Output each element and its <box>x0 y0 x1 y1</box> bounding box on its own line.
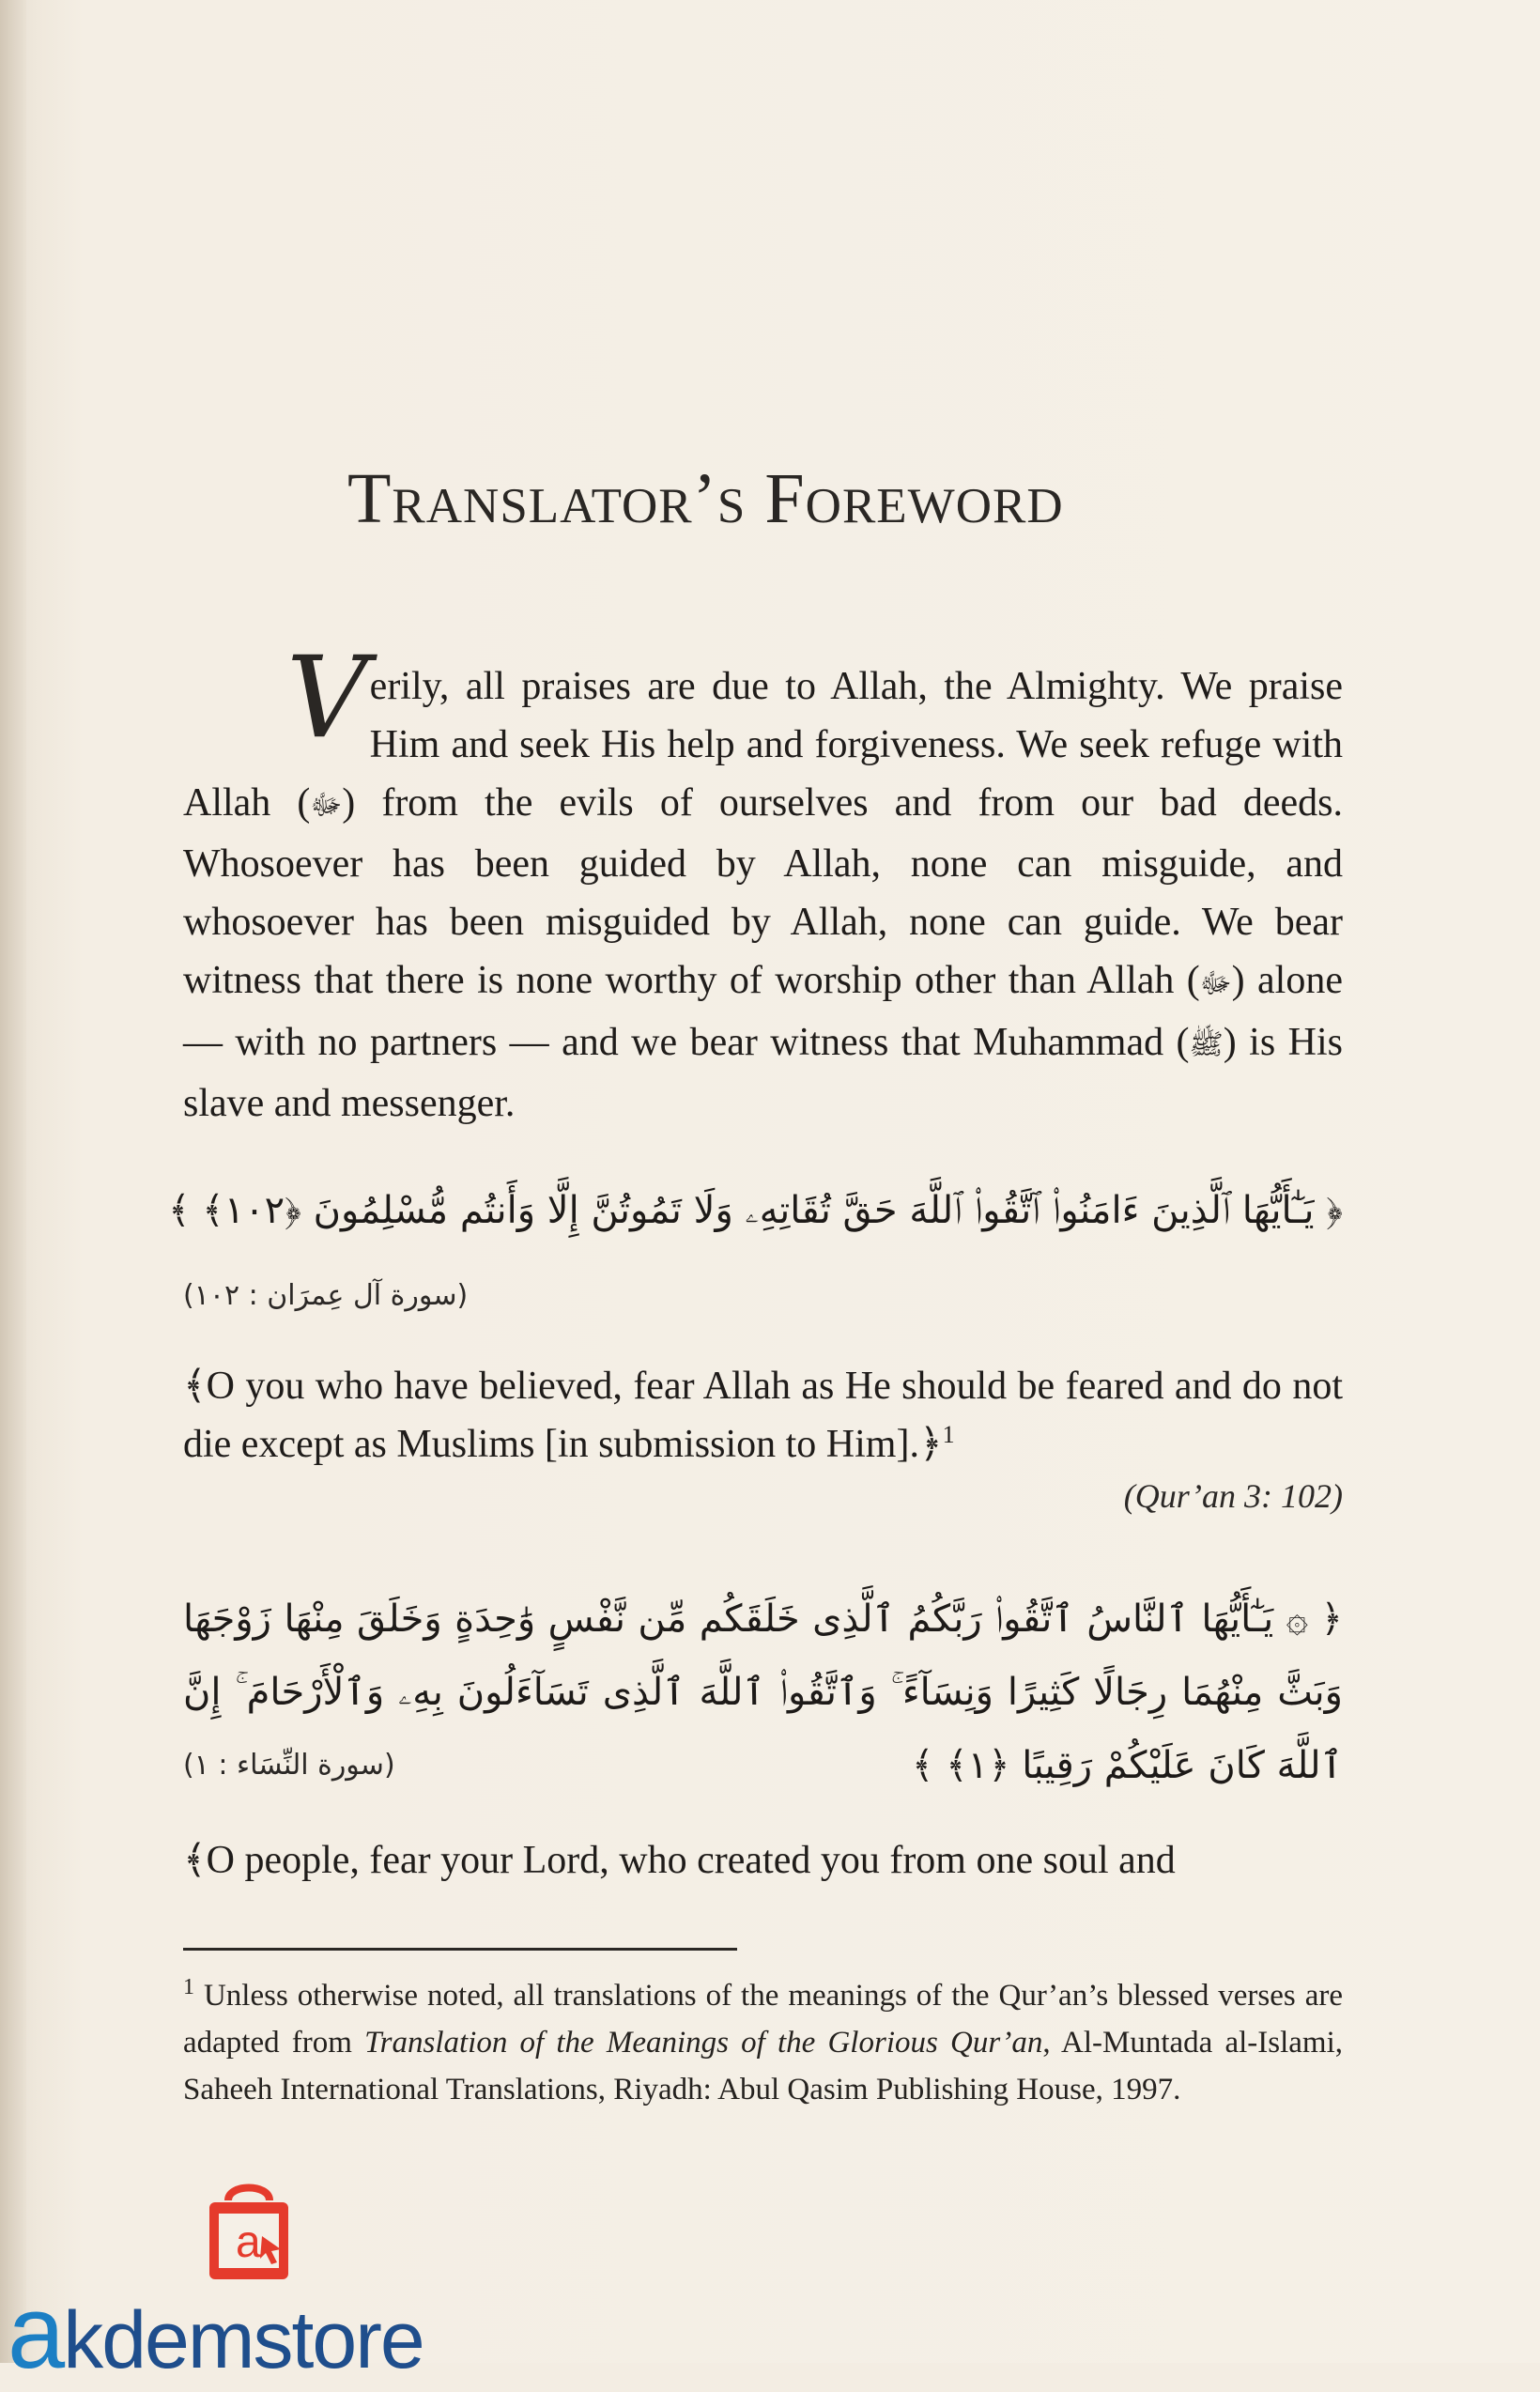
verse-2-translation-text: ﴾O people, fear your Lord, who created you from one soul and <box>183 1839 1176 1882</box>
intro-text-2: ) from the evils of ourselves and from our bad deeds. Whosoever has been guided by Allah, none can misguide, and whosoever has been misguided by Allah, none can guide. We bear witness that there is none worthy of worship other than Allah ( <box>183 781 1344 1003</box>
intro-text-3: ) alone — with no partners — and we bear witness that Muhammad ( <box>183 959 1343 1064</box>
footnote-marker[interactable]: 1 <box>942 1421 955 1448</box>
verse-1-translation <box>183 1357 1343 1474</box>
footnote <box>183 1972 1343 2113</box>
arabic-verse-1: ﴿ يَـٰٓأَيُّهَا ٱلَّذِينَ ءَامَنُوا۟ ٱتَّقُوا۟ ٱللَّهَ حَقَّ تُقَاتِهِۦ وَلَا تَمُوتُنَّ إِلَّا وَأَنتُم مُّسْلِمُونَ ﴿١٠٢﴾ ﴾ <box>168 1189 1343 1232</box>
honorific-glyph: ﷻ <box>310 789 343 823</box>
surah-reference-2: (سورة النِّسَاء : ١) <box>183 1749 395 1782</box>
brand-name: kdemstore <box>63 2295 424 2385</box>
surah-reference-1: (سورة آل عِمرَان : ١٠٢) <box>183 1279 469 1312</box>
shopping-bag-logo-icon <box>192 2174 305 2287</box>
quran-citation: (Qur’an 3: 102) <box>1123 1477 1343 1515</box>
intro-paragraph <box>183 633 1344 1133</box>
page-spine-shadow <box>0 0 26 2363</box>
drop-cap: V <box>286 633 368 764</box>
footnote-divider <box>183 1948 737 1951</box>
footnote-text-1: Unless otherwise noted, all translations of the meanings of the Qur’an’s blessed verses are adapted from <box>183 1979 1343 2060</box>
honorific-glyph: ﷻ <box>1199 966 1232 1000</box>
verse-2-translation <box>183 1831 1343 1890</box>
intro-text-1: erily, all praises are due to Allah, the Almighty. We praise Him and seek His help and forgiveness. We seek refuge with Allah ( <box>183 665 1343 825</box>
page-title: Translator’s Foreword <box>347 459 1064 538</box>
honorific-glyph: ﷺ <box>1189 1028 1224 1062</box>
logo-icon-letter: a <box>236 2217 261 2267</box>
brand-initial: a <box>8 2275 64 2390</box>
footnote-text-2: , Al-Muntada al-Islami, Saheeh International Translations, Riyadh: Abul Qasim Publishing House, 1997. <box>183 2026 1343 2107</box>
footnote-book-title: Translation of the Meanings of the Glorious Qur’an <box>364 2026 1043 2060</box>
footnote-number: 1 <box>183 1975 194 1999</box>
brand-watermark <box>8 2273 424 2392</box>
verse-1-translation-text: ﴾O you who have believed, fear Allah as He should be feared and do not die except as Muslims [in submission to Him].﴿ <box>183 1365 1343 1466</box>
intro-text-4: ) is His slave and messenger. <box>183 1020 1343 1126</box>
arabic-verse-2: ﴿ ۞ يَـٰٓأَيُّهَا ٱلنَّاسُ ٱتَّقُوا۟ رَبَّكُمُ ٱلَّذِى خَلَقَكُم مِّن نَّفْسٍ وَٰحِدَةٍ وَخَلَقَ مِنْهَا زَوْجَهَا وَبَثَّ مِنْهُمَا رِجَالًا كَثِيرًا وَنِسَآءً ۚ وَٱتَّقُوا۟ ٱللَّهَ ٱلَّذِى تَسَآءَلُونَ بِهِۦ وَٱلْأَرْحَامَ ۚ إِنَّ ٱللَّهَ كَانَ عَلَيْكُمْ رَقِيبًا ﴿١﴾ ﴾ <box>183 1597 1343 1787</box>
